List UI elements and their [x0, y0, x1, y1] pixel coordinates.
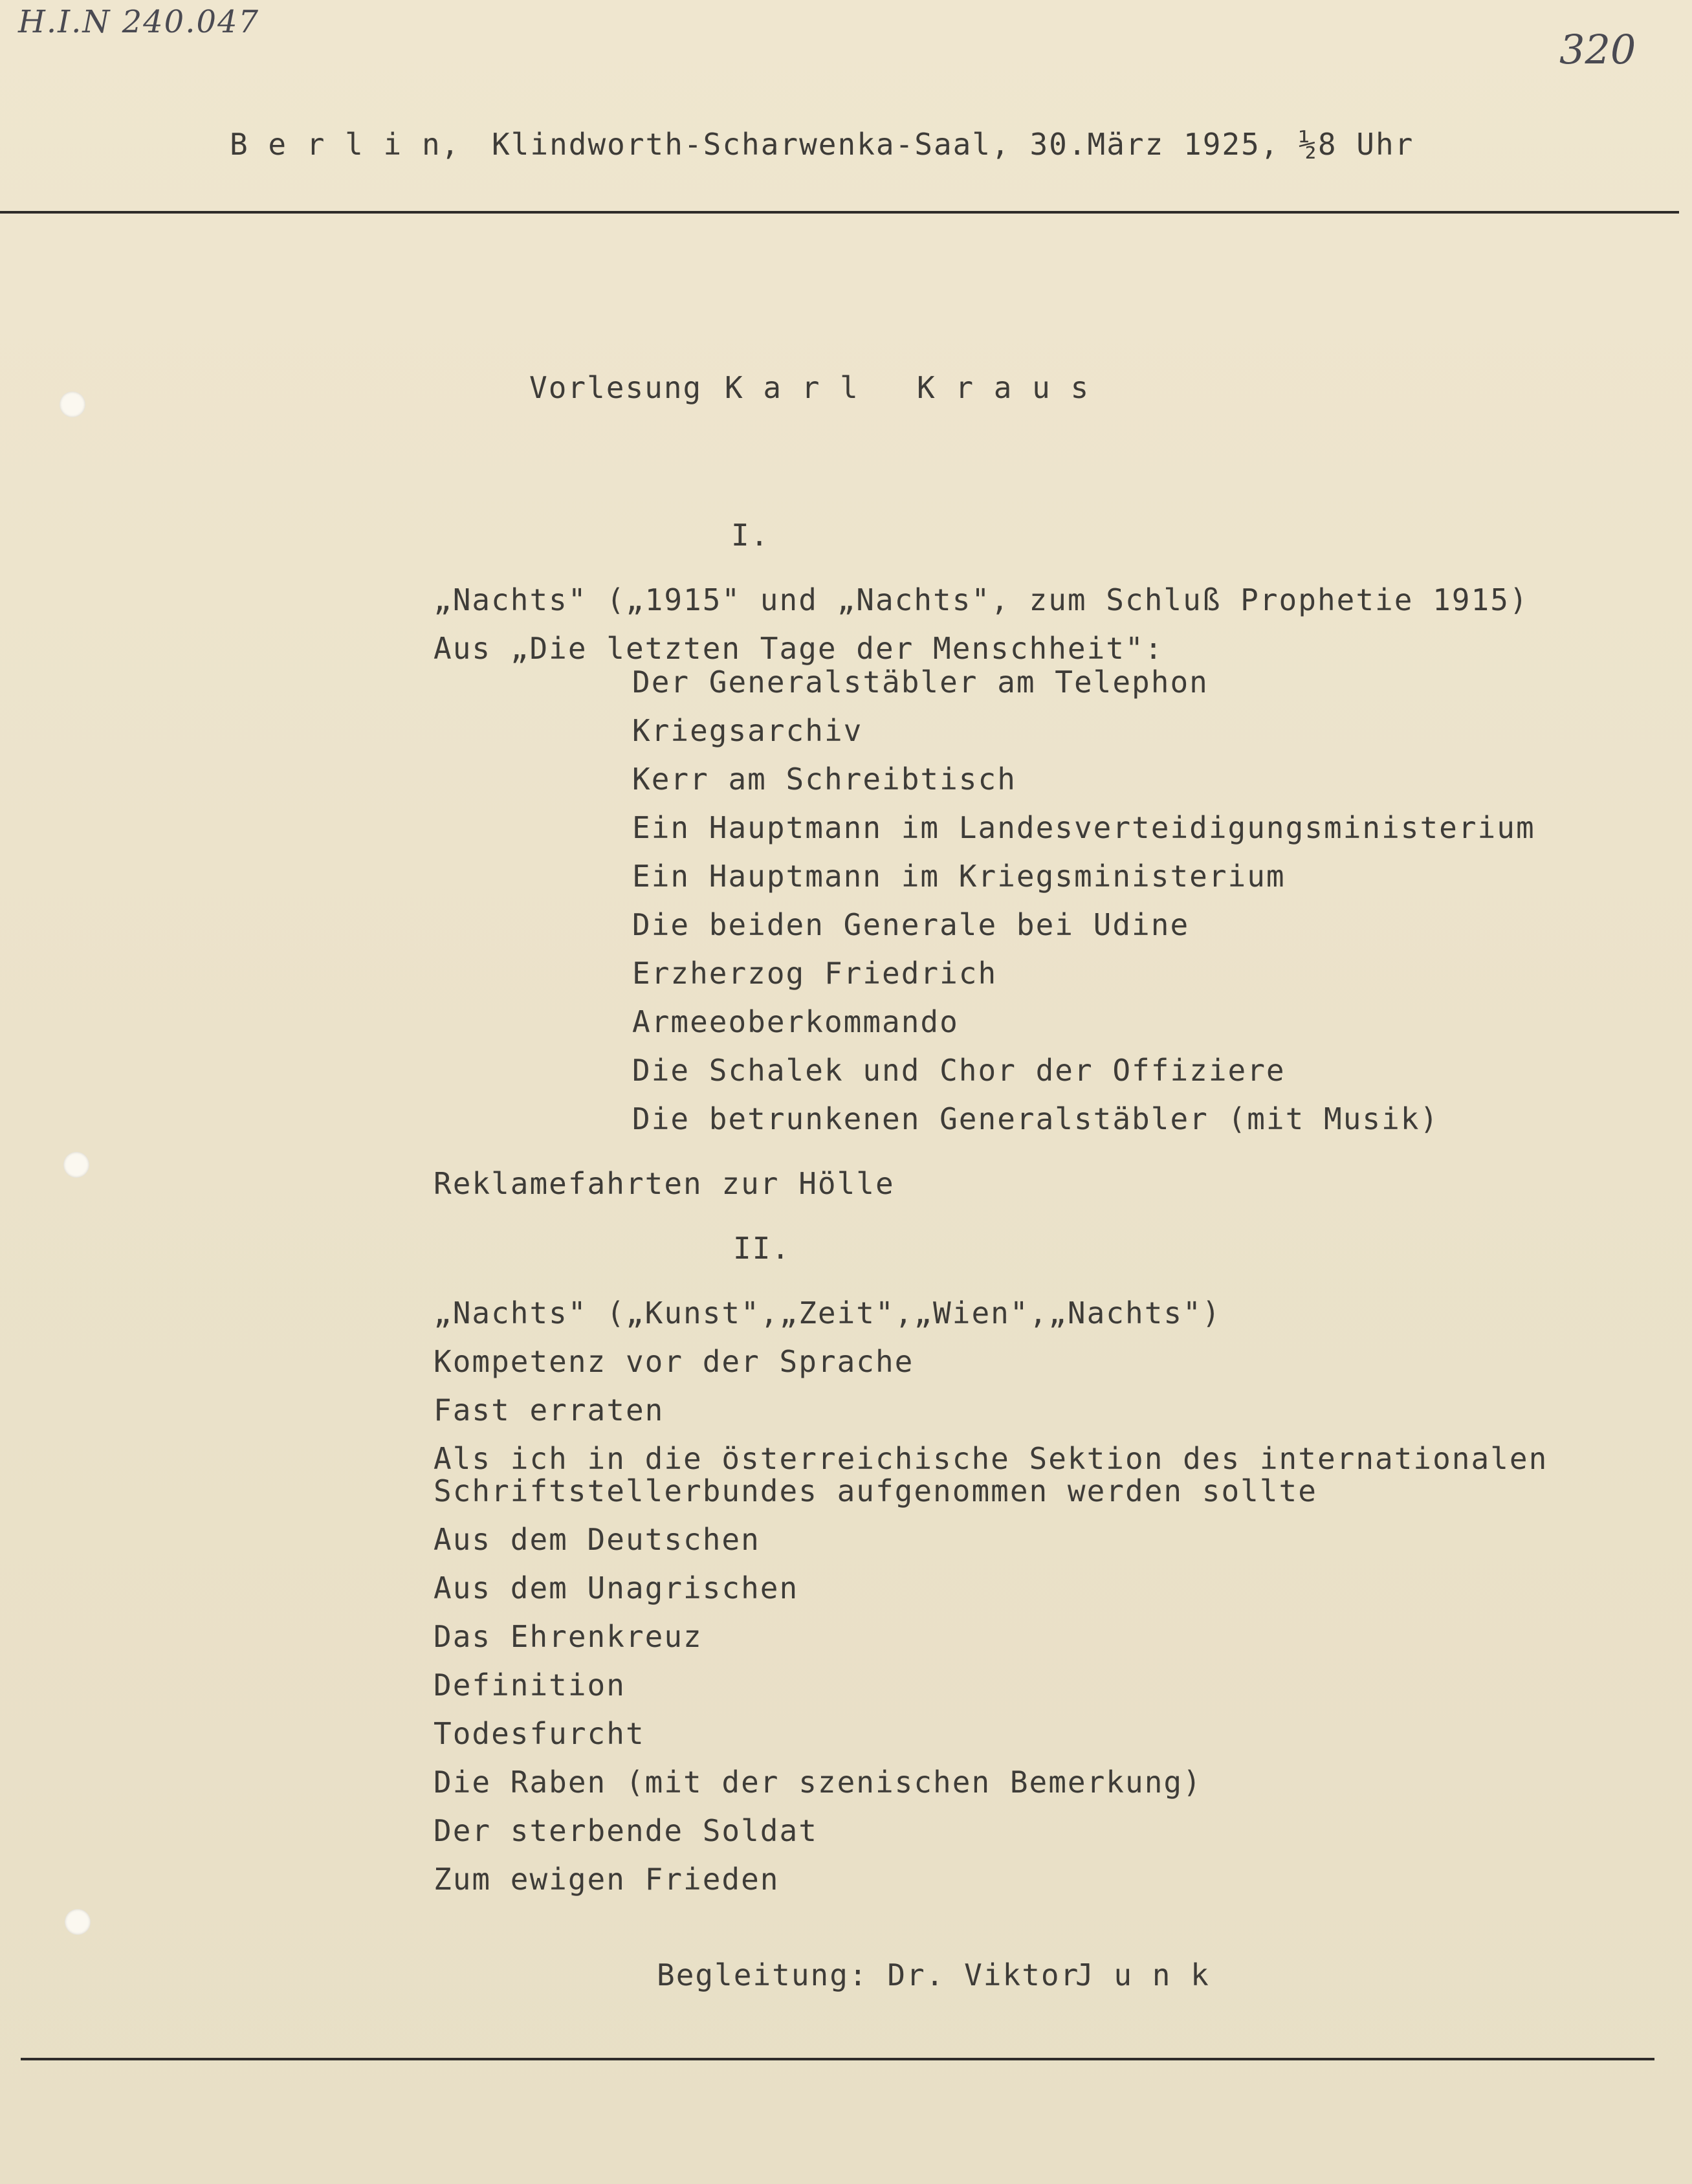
- title-lead: Vorlesung: [529, 370, 703, 405]
- program-line: Schriftstellerbundes aufgenommen werden sollte: [434, 1473, 1317, 1508]
- accompaniment-name: J u n k: [1075, 1958, 1210, 1992]
- program-line: Aus „Die letzten Tage der Menschheit":: [434, 631, 1164, 666]
- scene-item: Der Generalstäbler am Telephon: [632, 665, 1209, 700]
- program-line: Zum ewigen Frieden: [434, 1862, 780, 1897]
- scene-item: Ein Hauptmann im Landesverteidigungsministerium: [632, 810, 1535, 845]
- section-numeral: II.: [733, 1231, 791, 1266]
- punch-hole: [63, 1152, 89, 1178]
- program-line: Fast erraten: [434, 1393, 665, 1428]
- scene-item: Ein Hauptmann im Kriegsministerium: [632, 859, 1286, 894]
- program-line: Der sterbende Soldat: [434, 1813, 818, 1848]
- program-line: Kompetenz vor der Sprache: [434, 1344, 914, 1379]
- program-line: Das Ehrenkreuz: [434, 1619, 703, 1654]
- scene-item: Die betrunkenen Generalstäbler (mit Musik): [632, 1101, 1440, 1136]
- header-venue-prefix: B e r l i n,: [230, 127, 461, 162]
- program-line: Aus dem Deutschen: [434, 1522, 760, 1557]
- scene-item: Erzherzog Friedrich: [632, 956, 998, 991]
- scene-item: Die beiden Generale bei Udine: [632, 907, 1190, 942]
- program-line: Die Raben (mit der szenischen Bemerkung): [434, 1765, 1202, 1800]
- program-line: Aus dem Unagrischen: [434, 1571, 799, 1605]
- program-line: „Nachts" („1915" und „Nachts", zum Schluß Prophetie 1915): [434, 582, 1529, 617]
- section-numeral: I.: [731, 518, 770, 553]
- top-rule: [0, 211, 1679, 214]
- punch-hole: [60, 392, 85, 417]
- program-line: Todesfurcht: [434, 1716, 645, 1751]
- title-name: K a r l K r a u s: [725, 370, 1090, 405]
- page-number: 320: [1559, 26, 1636, 73]
- header-venue-details: Klindworth-Scharwenka-Saal, 30.März 1925, ½8 Uhr: [492, 127, 1414, 162]
- punch-hole: [65, 1909, 91, 1935]
- program-line: Als ich in die österreichische Sektion des internationalen: [434, 1441, 1548, 1476]
- bottom-rule: [21, 2058, 1654, 2060]
- program-line: „Nachts" („Kunst",„Zeit",„Wien",„Nachts"): [434, 1296, 1222, 1330]
- archive-mark: H.I.N 240.047: [18, 4, 260, 40]
- accompaniment-label: Begleitung: Dr. Viktor: [657, 1958, 1080, 1992]
- scene-item: Armeeoberkommando: [632, 1004, 959, 1039]
- scene-item: Kerr am Schreibtisch: [632, 762, 1016, 797]
- scene-item: Die Schalek und Chor der Offiziere: [632, 1053, 1286, 1088]
- scene-item: Kriegsarchiv: [632, 713, 863, 748]
- program-line: Definition: [434, 1668, 626, 1703]
- program-line: Reklamefahrten zur Hölle: [434, 1166, 895, 1201]
